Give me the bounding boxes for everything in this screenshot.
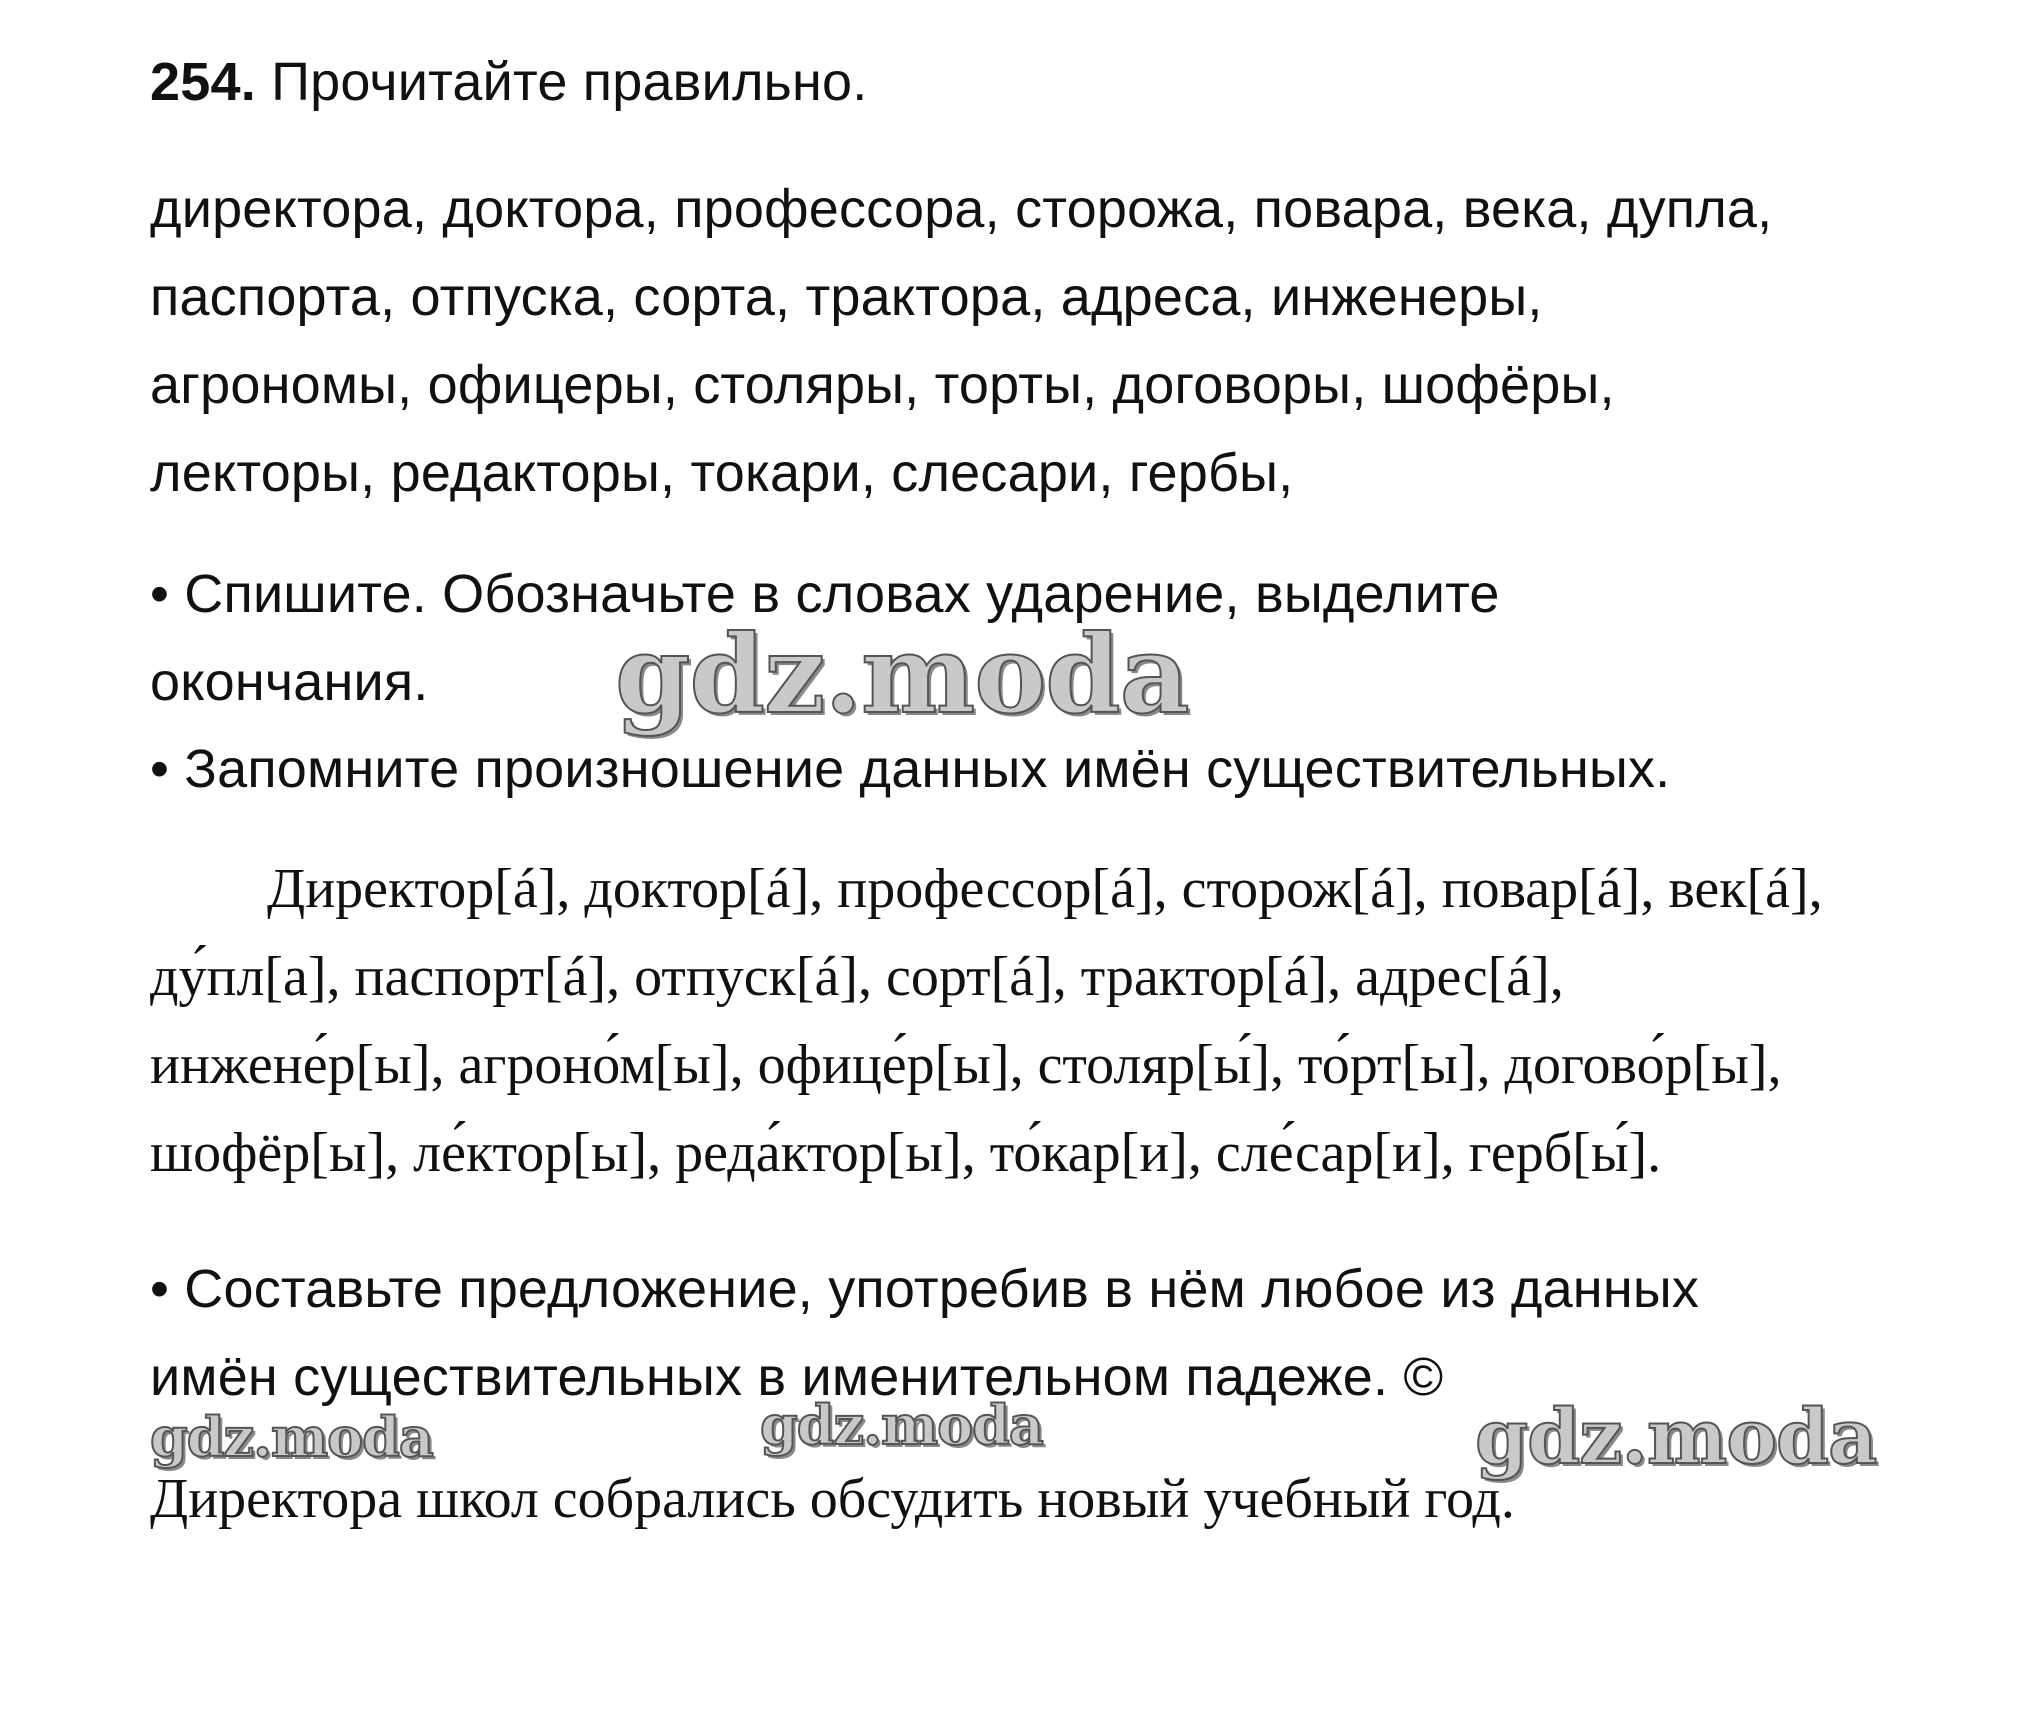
task-memorize <box>150 725 2000 813</box>
task-line: • Составьте предложение, употребив в нём любое из данных <box>150 1259 1700 1319</box>
word-list-line: паспорта, отпуска, сорта, трактора, адреса, инженеры, <box>150 267 1543 327</box>
answer-line: Директор[á], доктор[á], профессор[á], сторож[á], повар[á], век[á], <box>267 858 1823 920</box>
answer-line: инжене́р[ы], агроно́м[ы], офице́р[ы], столяр[ы́], то́рт[ы], догово́р[ы], <box>150 1034 1782 1096</box>
watermark-logo: gdz.moda <box>1475 1392 1877 1481</box>
watermark-logo: gdz.moda <box>615 612 1189 738</box>
exercise-number: 254. <box>150 52 256 112</box>
answer-line: ду́пл[а], паспорт[á], отпуск[á], сорт[á], трактор[á], адрес[á], <box>150 946 1564 1008</box>
watermark-logo: gdz.moda <box>150 1405 433 1469</box>
answer-line: шофёр[ы], ле́ктор[ы], реда́ктор[ы], то́кар[и], сле́сар[и], герб[ы́]. <box>150 1122 1662 1184</box>
answer-stressed-words <box>150 845 2010 1197</box>
task-line: имён существительных в именительном падеже. © <box>150 1347 1444 1407</box>
word-list-line: директора, доктора, профессора, сторожа, повара, века, дупла, <box>150 179 1773 239</box>
exercise-heading <box>150 38 1950 126</box>
exercise-instruction: Прочитайте правильно. <box>271 52 868 112</box>
task-line: окончания. <box>150 652 429 712</box>
word-list-line: лекторы, редакторы, токари, слесари, гербы, <box>150 443 1294 503</box>
task-line: • Спишите. Обозначьте в словах ударение, выделите <box>150 564 1500 624</box>
word-list <box>150 165 2000 517</box>
answer-sentence: Директора школ собрались обсудить новый учебный год. <box>150 1468 1515 1530</box>
watermark-logo: gdz.moda <box>760 1393 1043 1457</box>
word-list-line: агрономы, офицеры, столяры, торты, договоры, шофёры, <box>150 355 1615 415</box>
task-line: • Запомните произношение данных имён существительных. <box>150 739 1671 799</box>
